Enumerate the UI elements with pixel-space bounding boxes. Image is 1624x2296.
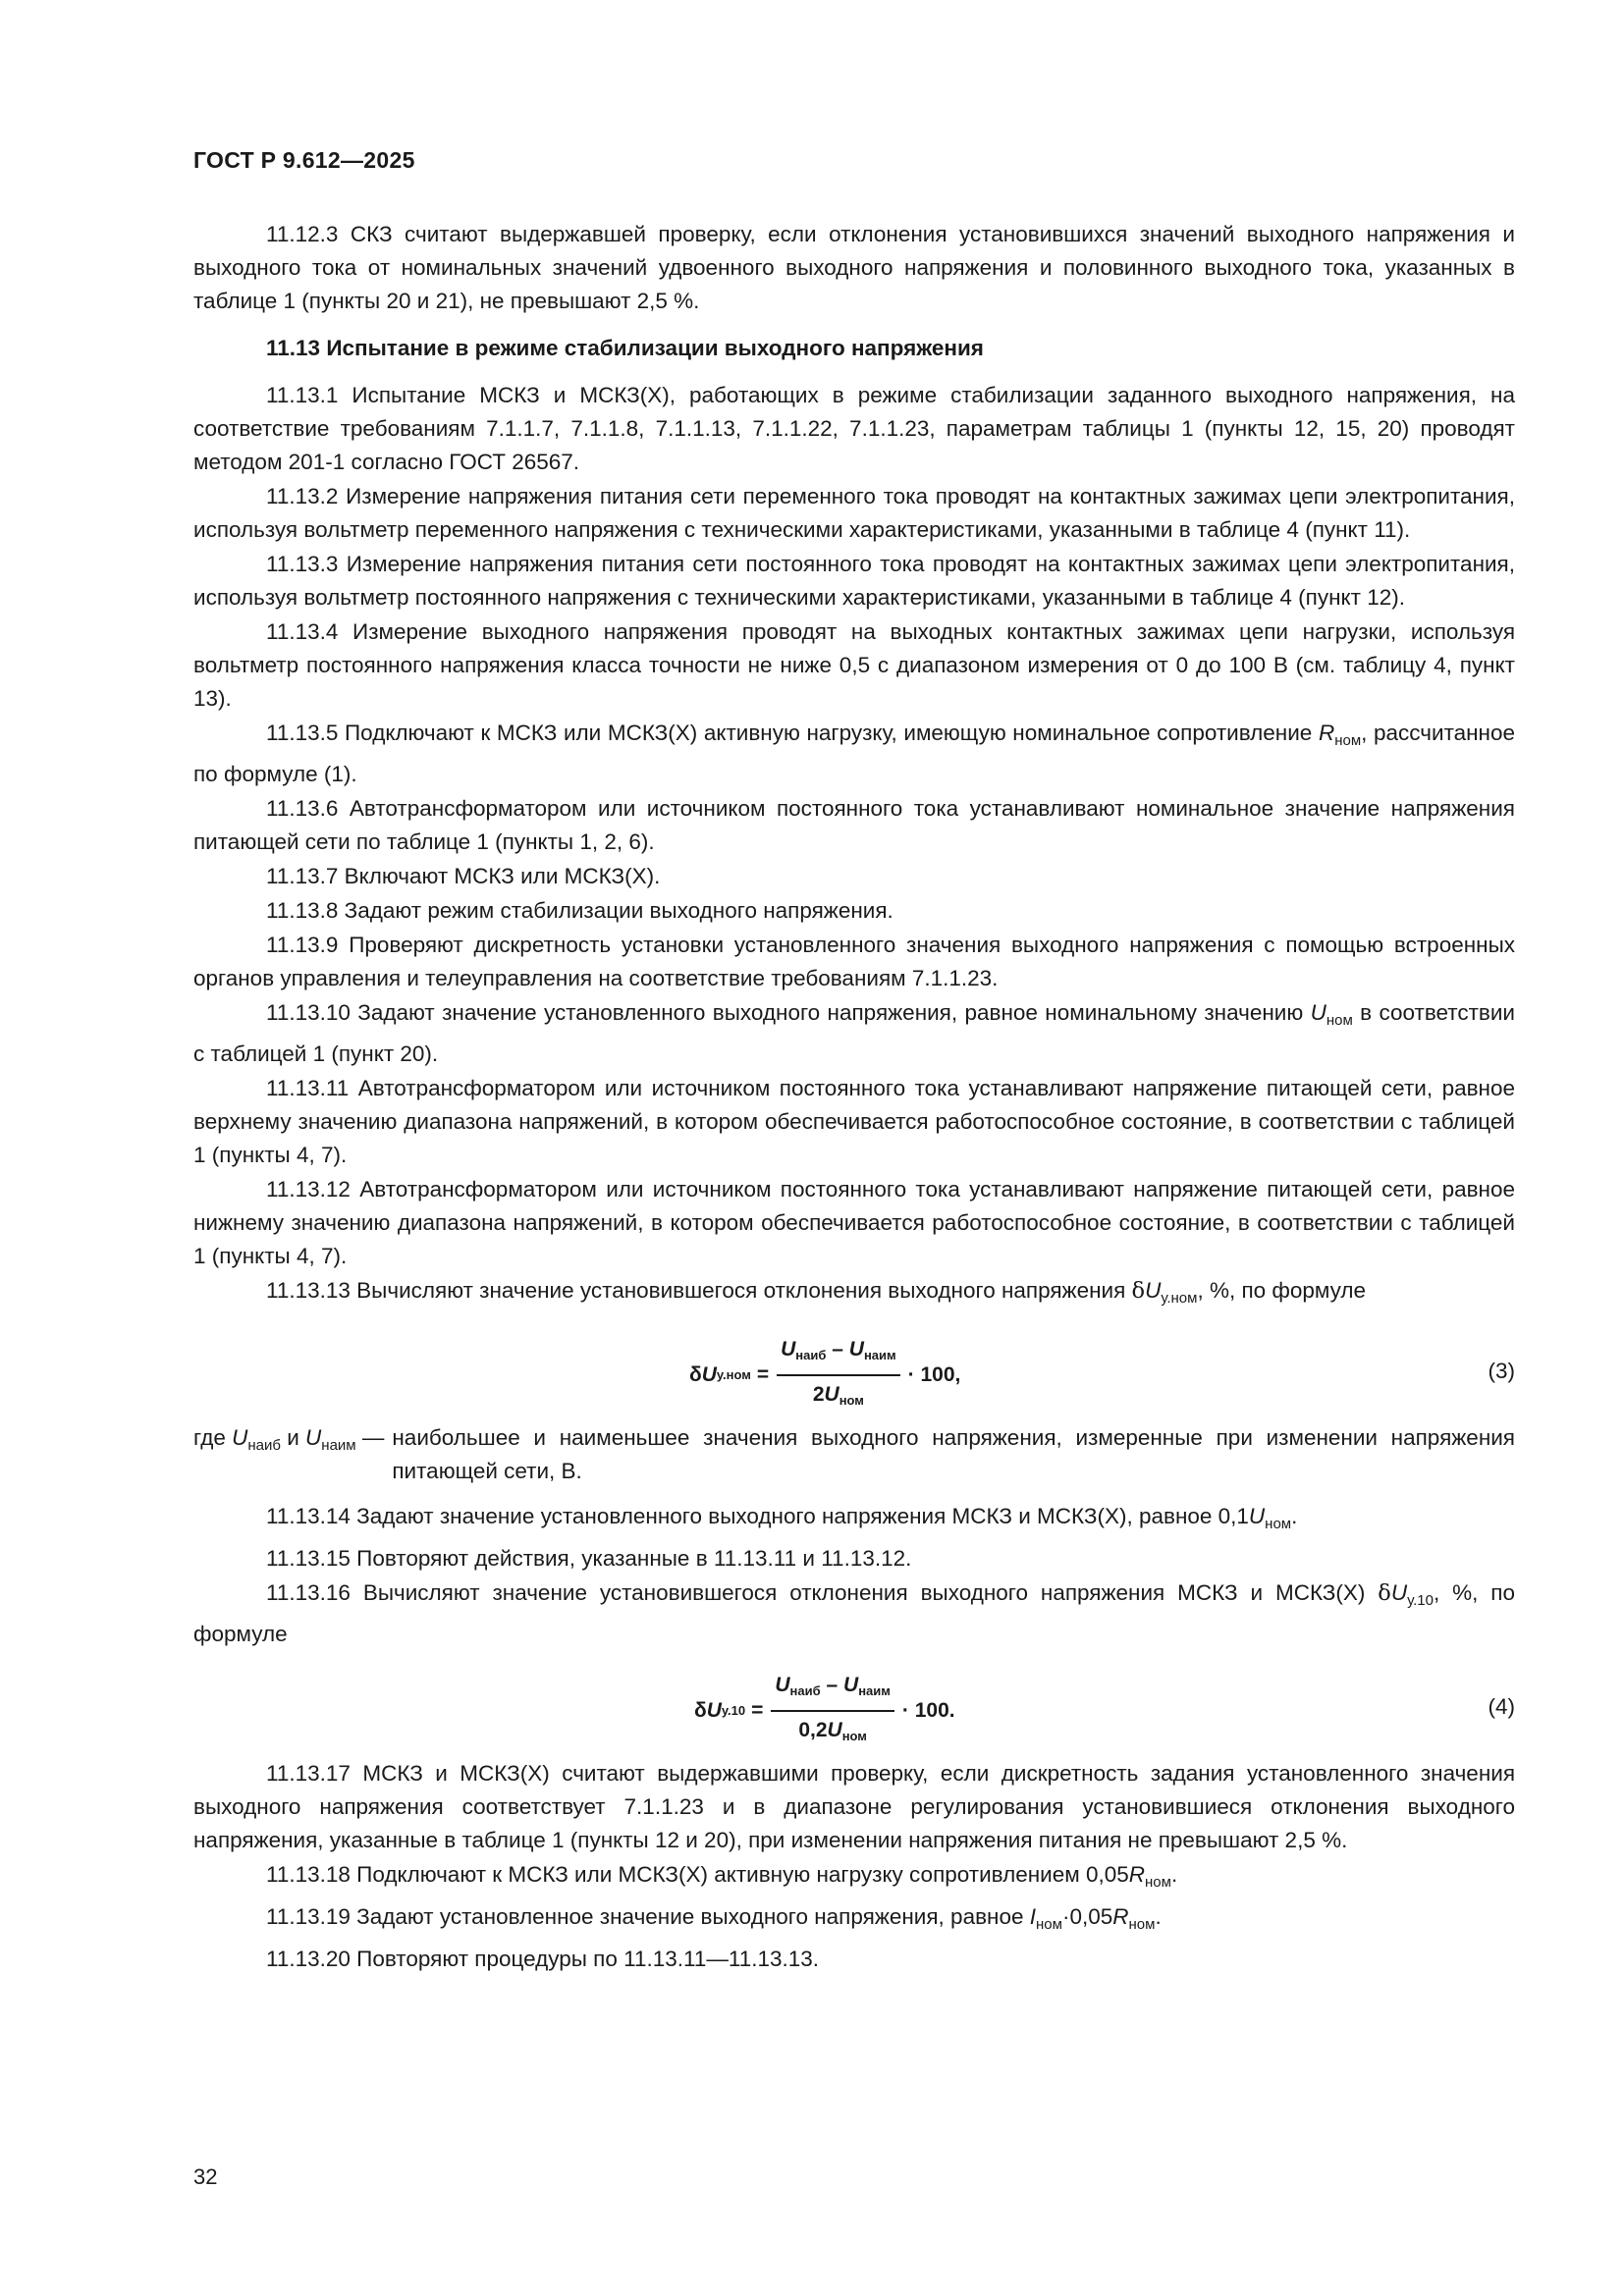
formula-3-fraction: $\frac{\text{Uнаиб – Uнаим}}{\text{2Uном}}$ xyxy=(777,1333,900,1417)
paragraph-11-13-15: 11.13.15 Повторяют действия, указанные в 11.13.11 и 11.13.12. xyxy=(266,1546,912,1571)
section-heading-11-13: 11.13 Испытание в режиме стабилизации выходного напряжения xyxy=(266,336,984,360)
paragraph-11-13-16: 11.13.16 Вычисляют значение установившегося отклонения выходного напряжения МСКЗ и МСКЗ(Х) $\delta U_{у.10}$, %, по формуле xyxy=(193,1580,1515,1646)
paragraph-11-13-4: 11.13.4 Измерение выходного напряжения проводят на выходных контактных зажимах цепи нагрузки, используя вольтметр постоянного напряжения класса точности не ниже 0,5 с диапазоном измерения от 0 до 100 В (см. таблицу 4, пункт 13). xyxy=(193,619,1515,711)
formula-3-explanation: где $U_{наиб}$ и $U_{наим}$ — наибольшее и наименьшее значения выходного напряжения, измеренные при изменении напряжения питающей сети, В. xyxy=(193,1425,1515,1483)
paragraph-11-13-8: 11.13.8 Задают режим стабилизации выходного напряжения. xyxy=(266,898,893,923)
formula-4 xyxy=(193,1669,1515,1743)
formula-3-expression: δ U у.ном = $\frac{\text{Uнаиб – Uнаим}}{\text{2Uном}}$ · 100, xyxy=(689,1333,960,1417)
paragraph-11-13-20: 11.13.20 Повторяют процедуры по 11.13.11—11.13.13. xyxy=(266,1947,820,1971)
paragraph-11-13-10: 11.13.10 Задают значение установленного выходного напряжения, равное номинальному значению $U_{ном}$ в соответствии с таблицей 1 (пункт 20). xyxy=(193,1000,1515,1066)
paragraph-11-13-5: 11.13.5 Подключают к МСКЗ или МСКЗ(Х) активную нагрузку, имеющую номинальное сопротивление $R_{ном}$, рассчитанное по формуле (1). xyxy=(193,721,1516,786)
document-body xyxy=(193,218,1515,1976)
paragraph-11-13-19: 11.13.19 Задают установленное значение выходного напряжения, равное $I_{ном}\cdot 0,05R_{ном}$. xyxy=(266,1904,1162,1933)
formula-4-number: (4) xyxy=(1488,1694,1515,1719)
paragraph-11-13-14: 11.13.14 Задают значение установленного выходного напряжения МСКЗ и МСКЗ(Х), равное $0,1U_{ном}$. xyxy=(266,1504,1298,1532)
paragraph-11-13-17: 11.13.17 МСКЗ и МСКЗ(Х) считают выдержавшими проверку, если дискретность задания установленного значения выходного напряжения соответствует 7.1.1.23 и в диапазоне регулирования установившиеся отклонения выходного напряжения, указанные в таблице 1 (пункты 12 и 20), при изменении напряжения питания не превышают 2,5 %. xyxy=(193,1761,1515,1852)
paragraph-11-13-12: 11.13.12 Автотрансформатором или источником постоянного тока устанавливают напряжение питающей сети, равное нижнему значению диапазона напряжений, в котором обеспечивается работоспособное состояние, в соответствии с таблицей 1 (пункты 4, 7). xyxy=(193,1177,1515,1268)
paragraph-11-13-6: 11.13.6 Автотрансформатором или источником постоянного тока устанавливают номинальное значение напряжения питающей сети по таблице 1 (пункты 1, 2, 6). xyxy=(193,796,1515,854)
page-number: 32 xyxy=(193,2164,218,2189)
formula-4-fraction: $\frac{\text{Uнаиб – Uнаим}}{\text{0,2Uном}}$ xyxy=(771,1669,894,1753)
paragraph-11-13-11: 11.13.11 Автотрансформатором или источником постоянного тока устанавливают напряжение питающей сети, равное верхнему значению диапазона напряжений, в котором обеспечивается работоспособное состояние, в соответствии с таблицей 1 (пункты 4, 7). xyxy=(193,1076,1515,1167)
paragraph-11-13-7: 11.13.7 Включают МСКЗ или МСКЗ(Х). xyxy=(266,864,661,888)
paragraph-11-13-2: 11.13.2 Измерение напряжения питания сети переменного тока проводят на контактных зажимах цепи электропитания, используя вольтметр переменного напряжения с техническими характеристиками, указанными в таблице 4 (пункт 11). xyxy=(193,484,1515,542)
formula-3 xyxy=(193,1333,1515,1408)
formula-3-number: (3) xyxy=(1488,1359,1515,1383)
paragraph-11-13-3: 11.13.3 Измерение напряжения питания сети постоянного тока проводят на контактных зажимах цепи электропитания, используя вольтметр постоянного напряжения с техническими характеристиками, указанными в таблице 4 (пункт 12). xyxy=(193,552,1515,610)
document-header: ГОСТ Р 9.612—2025 xyxy=(193,147,415,173)
paragraph-11-13-1: 11.13.1 Испытание МСКЗ и МСКЗ(Х), работающих в режиме стабилизации заданного выходного напряжения, на соответствие требованиям 7.1.1.7, 7.1.1.8, 7.1.1.13, 7.1.1.22, 7.1.1.23, параметрам таблицы 1 (пункты 12, 15, 20) проводят методом 201-1 согласно ГОСТ 26567. xyxy=(193,383,1515,474)
paragraph-11-13-18: 11.13.18 Подключают к МСКЗ или МСКЗ(Х) активную нагрузку сопротивлением $0,05R_{ном}$. xyxy=(266,1862,1178,1891)
paragraph-11-12-3: 11.12.3 СКЗ считают выдержавшей проверку, если отклонения установившихся значений выходного напряжения и выходного тока от номинальных значений удвоенного выходного напряжения и половинного выходного тока, указанных в таблице 1 (пункты 20 и 21), не превышают 2,5 %. xyxy=(193,222,1515,313)
paragraph-11-13-9: 11.13.9 Проверяют дискретность установки установленного значения выходного напряжения с помощью встроенных органов управления и телеуправления на соответствие требованиям 7.1.1.23. xyxy=(193,933,1515,990)
paragraph-11-13-13: 11.13.13 Вычисляют значение установившегося отклонения выходного напряжения $\delta U_{у.ном}$, %, по формуле xyxy=(266,1278,1367,1307)
formula-4-expression: δ U у.10 = $\frac{\text{Uнаиб – Uнаим}}{\text{0,2Uном}}$ · 100. xyxy=(694,1669,955,1753)
